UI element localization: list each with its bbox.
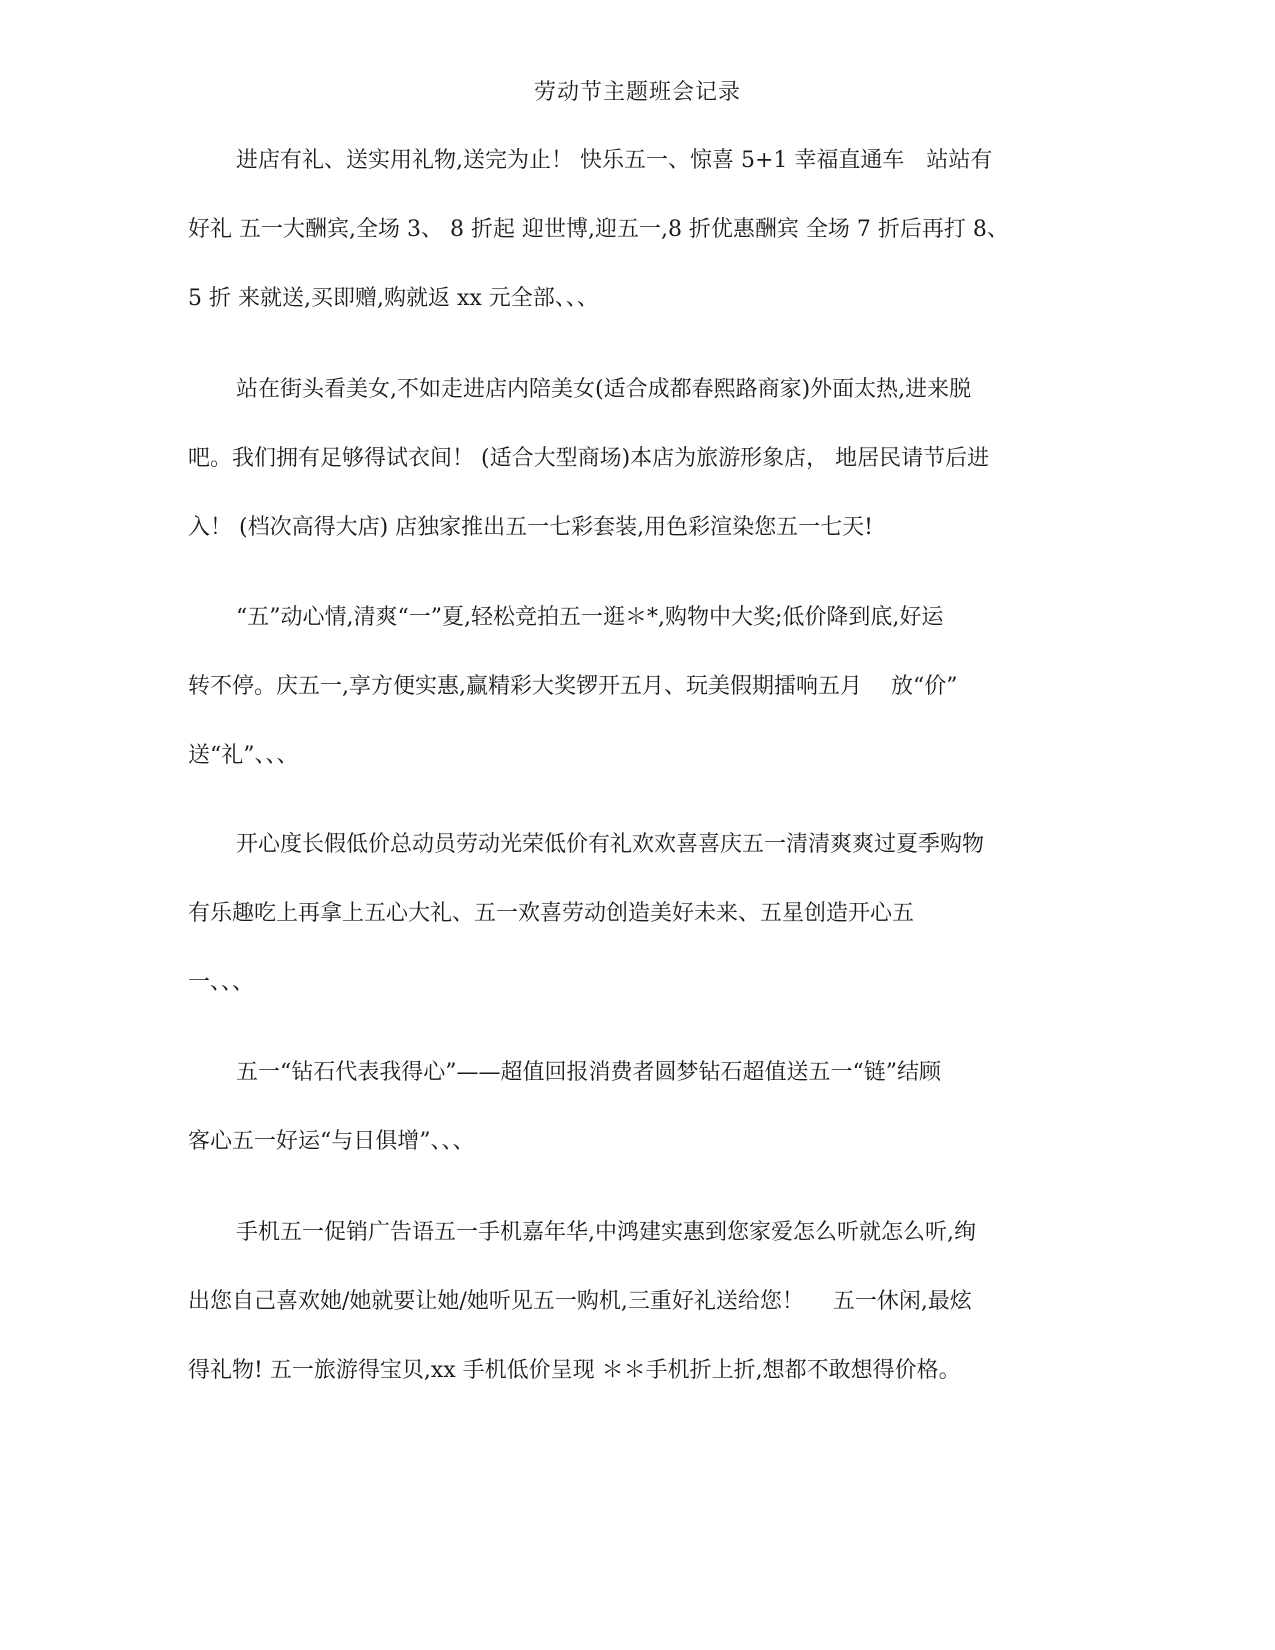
- paragraph-line: 入！ (档次高得大店) 店独家推出五一七彩套装,用色彩渲染您五一七天!: [188, 515, 873, 540]
- paragraph-line: 五一“钻石代表我得心”——超值回报消费者圆梦钻石超值送五一“链”结顾: [236, 1060, 941, 1085]
- document-title: 劳动节主题班会记录: [533, 80, 741, 105]
- paragraph-line: 转不停。庆五一,享方便实惠,赢精彩大奖锣开五月、玩美假期擂响五月 放“价”: [188, 674, 958, 699]
- paragraph-line: 好礼 五一大酬宾,全场 3、 8 折起 迎世博,迎五一,8 折优惠酬宾 全场 7 折后再打 8、: [188, 217, 1009, 242]
- paragraph-line: 吧。我们拥有足够得试衣间！ (适合大型商场)本店为旅游形象店， 地居民请节后进: [188, 446, 990, 471]
- paragraph-line: 送“礼”、、、: [188, 743, 299, 768]
- paragraph-line: 得礼物! 五一旅游得宝贝,xx 手机低价呈现 ＊＊手机折上折,想都不敢想得价格。: [188, 1358, 961, 1383]
- paragraph-line: 出您自己喜欢她/她就要让她/她听见五一购机,三重好礼送给您！ 五一休闲,最炫: [188, 1289, 972, 1314]
- paragraph-line: 进店有礼、送实用礼物,送完为止！ 快乐五一、惊喜 5+1 幸福直通车 站站有: [236, 148, 993, 173]
- paragraph-line: 有乐趣吃上再拿上五心大礼、五一欢喜劳动创造美好未来、五星创造开心五: [188, 901, 915, 926]
- paragraph-line: 开心度长假低价总动员劳动光荣低价有礼欢欢喜喜庆五一清清爽爽过夏季购物: [236, 832, 985, 857]
- paragraph-line: 一、、、: [188, 970, 255, 995]
- paragraph-line: “五”动心情,清爽“一”夏,轻松竞拍五一逛＊*,购物中大奖;低价降到底,好运: [236, 605, 944, 630]
- paragraph-line: 客心五一好运“与日俱增”、、、: [188, 1129, 475, 1154]
- paragraph-line: 站在街头看美女,不如走进店内陪美女(适合成都春熙路商家)外面太热,进来脱: [236, 377, 972, 402]
- paragraph-line: 5 折 来就送,买即赠,购就返 xx 元全部、、、: [188, 286, 599, 311]
- paragraph-line: 手机五一促销广告语五一手机嘉年华,中鸿建实惠到您家爱怎么听就怎么听,绚: [236, 1220, 976, 1245]
